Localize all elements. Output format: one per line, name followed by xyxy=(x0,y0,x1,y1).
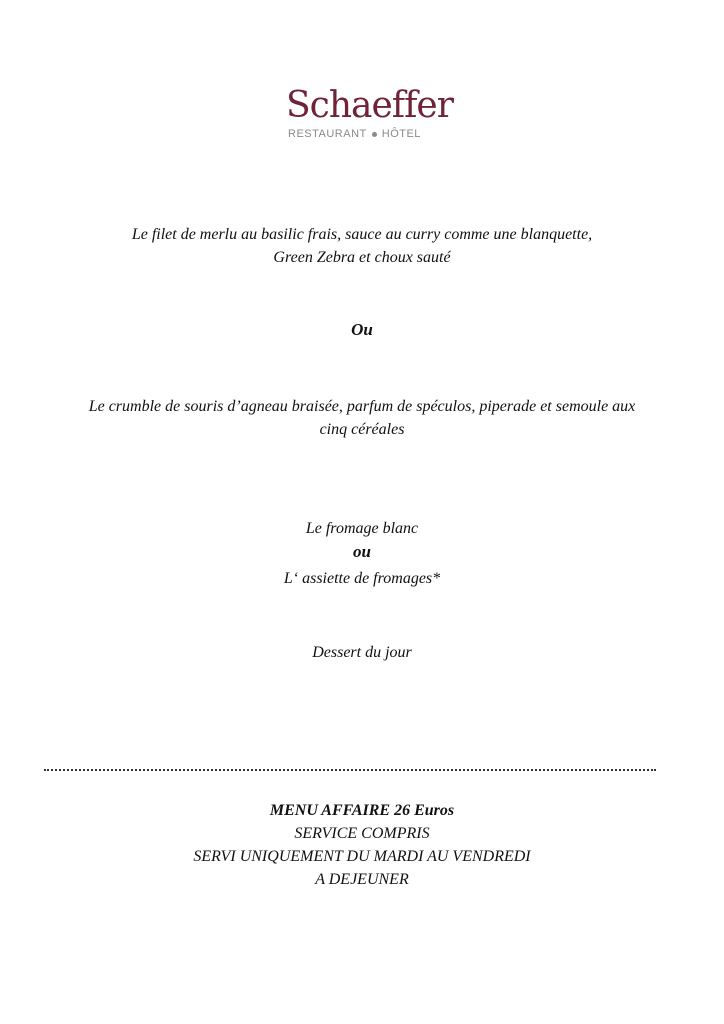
cheese-assiette: L‘ assiette de fromages* xyxy=(283,570,441,587)
footer-meal: A DEJEUNER xyxy=(315,871,409,888)
cheese-fromage-blanc: Le fromage blanc xyxy=(305,520,419,537)
dish-agneau-line2: cinq céréales xyxy=(319,421,405,438)
or-separator-1: Ou xyxy=(351,320,373,339)
dish-agneau xyxy=(0,395,724,441)
bullet-icon xyxy=(372,132,377,137)
dish-merlu-line1: Le filet de merlu au basilic frais, sauce au curry comme une blanquette, xyxy=(131,226,593,243)
footer-days: SERVI UNIQUEMENT DU MARDI AU VENDREDI xyxy=(193,848,531,865)
dish-agneau-line1: Le crumble de souris d’agneau braisée, parfum de spéculos, piperade et semoule aux xyxy=(88,398,636,415)
footer-service: SERVICE COMPRIS xyxy=(294,825,430,842)
logo-subtitle-hotel: HÔTEL xyxy=(381,128,421,140)
or-separator-2: ou xyxy=(353,542,371,561)
menu-footer xyxy=(0,799,724,891)
dotted-divider xyxy=(44,769,656,771)
logo-subtitle xyxy=(288,128,426,140)
logo-subtitle-restaurant: RESTAURANT xyxy=(288,128,367,140)
dish-merlu-line2: Green Zebra et choux sauté xyxy=(273,249,451,266)
logo-name: Schaeffer xyxy=(286,85,453,126)
dessert: Dessert du jour xyxy=(312,644,412,661)
dish-merlu xyxy=(0,223,724,269)
restaurant-logo xyxy=(286,85,453,140)
menu-price-title: MENU AFFAIRE 26 Euros xyxy=(269,802,455,819)
